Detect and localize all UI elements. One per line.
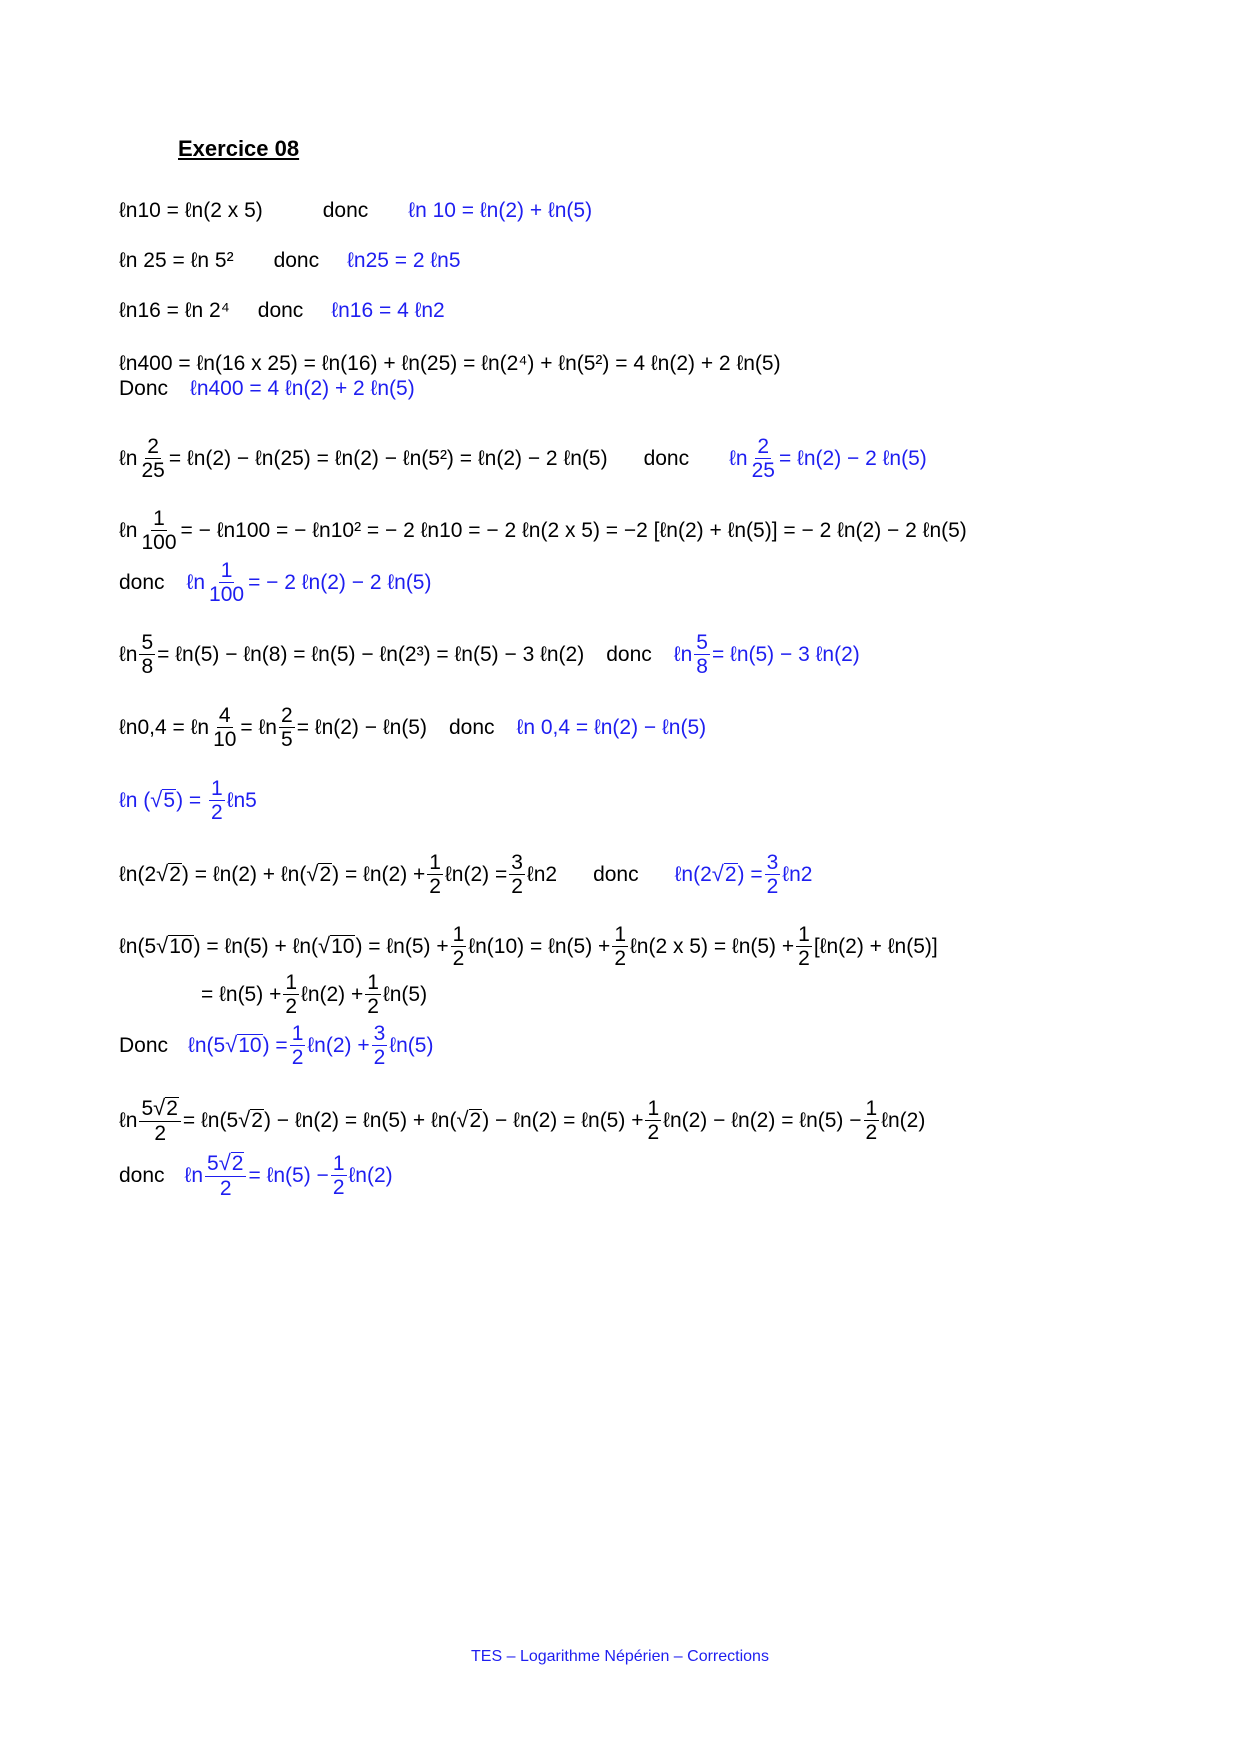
equation-line	[119, 632, 860, 677]
equation-line	[119, 1097, 925, 1144]
equation-text: ℓn10 = ℓn(2 x 5)	[119, 199, 263, 222]
equation-line	[119, 250, 461, 271]
square-root: √ 2	[156, 860, 181, 886]
equation-text: ℓn(5)	[382, 983, 428, 1006]
equation-text: Donc	[119, 1034, 169, 1057]
numerator: 1	[220, 559, 233, 582]
equation-text: ) = ℓn(2) + ℓn(	[181, 863, 307, 886]
equation-text: = ℓn(5) − ℓn(8) = ℓn(5) − ℓn(2³) = ℓn(5) − 3 ℓn(2)	[157, 643, 585, 666]
fraction	[211, 705, 238, 750]
numerator: 1	[647, 1097, 660, 1121]
fraction	[451, 924, 467, 969]
square-root: √ 2	[153, 1095, 178, 1120]
denominator: 25	[751, 459, 775, 482]
equation-line	[119, 778, 257, 823]
square-root: √ 10	[225, 1031, 262, 1057]
fraction	[139, 632, 155, 677]
numerator: 2	[147, 435, 159, 458]
fraction	[427, 852, 443, 897]
equation-text: ) =	[262, 1034, 288, 1057]
fraction	[864, 1098, 880, 1143]
fraction	[331, 1153, 347, 1198]
page-title: Exercice 08	[178, 136, 300, 161]
equation-text: ℓn	[184, 1164, 204, 1188]
equation-text: = ℓn(5) − 3 ℓn(2)	[711, 643, 860, 666]
equation-text: ℓn	[119, 643, 138, 666]
equation-text: ℓn	[119, 1109, 138, 1133]
equation-text: donc	[119, 1164, 165, 1188]
equation-text: ℓn(2	[119, 863, 157, 886]
denominator: 2	[211, 801, 223, 824]
fraction	[290, 1023, 306, 1068]
equation-text: donc	[322, 199, 369, 222]
equation-text: ) = ℓn(5) + ℓn(	[193, 935, 319, 958]
fraction	[645, 1098, 661, 1143]
equation-text: ℓn5	[226, 789, 257, 812]
denominator: 25	[141, 459, 165, 482]
numerator: 1	[452, 923, 465, 946]
equation-text: ℓn(2 x 5) = ℓn(5) +	[630, 935, 795, 958]
equation-text: ℓn16 = 4 ℓn2	[331, 299, 445, 322]
square-root: √ 2	[711, 860, 737, 886]
equation-text: ℓn(2)	[881, 1109, 926, 1133]
equation-text: ℓn(5)	[389, 1034, 434, 1057]
denominator: 2	[154, 1122, 167, 1146]
equation-text: donc	[119, 571, 165, 594]
numerator: 3	[511, 851, 523, 874]
equation-text: = ℓn	[240, 716, 277, 739]
denominator: 2	[219, 1177, 232, 1201]
fraction	[139, 1097, 180, 1144]
fraction	[765, 852, 781, 897]
equation-text: ℓn (	[119, 789, 151, 812]
fraction	[207, 560, 246, 605]
numerator: 1	[614, 923, 626, 946]
denominator: 2	[511, 875, 523, 898]
denominator: 8	[141, 655, 154, 678]
numerator: 1	[153, 507, 165, 530]
denominator: 8	[696, 655, 708, 678]
equation-text: ℓn	[729, 447, 748, 470]
equation-text: ℓn(5	[119, 935, 157, 958]
equation-line	[119, 705, 706, 750]
equation-text: donc	[257, 299, 304, 322]
equation-line	[119, 200, 592, 221]
fraction	[372, 1023, 388, 1068]
fraction	[283, 972, 299, 1017]
equation-text: ℓn25 = 2 ℓn5	[347, 249, 461, 272]
equation-line	[201, 972, 427, 1017]
equation-text: Donc	[119, 377, 169, 400]
fraction	[612, 924, 628, 969]
square-root: √ 2	[456, 1107, 482, 1132]
fraction	[365, 972, 381, 1017]
equation-text: = ℓn(5) −	[248, 1164, 329, 1188]
equation-text: ℓn(2) +	[301, 983, 364, 1006]
numerator: 5 √ 2	[139, 1097, 180, 1122]
equation-text: ℓn(2) =	[444, 863, 508, 886]
equation-text: = ℓn(2) − ℓn(25) = ℓn(2) − ℓn(5²) = ℓn(2) − 2 ℓn(5)	[168, 447, 608, 470]
equation-line	[119, 378, 415, 399]
numerator: 5 √ 2	[205, 1152, 246, 1177]
fraction	[139, 508, 178, 553]
numerator: 2	[757, 435, 770, 458]
equation-text: ℓn	[186, 571, 206, 594]
equation-line	[119, 1152, 393, 1199]
equation-text: = − ℓn100 = − ℓn10² = − 2 ℓn10 = − 2 ℓn(2 x 5) = −2 [ℓn(2) + ℓn(5)] = − 2 ℓn(2) − 2 ℓn(5)	[180, 519, 967, 542]
fraction	[750, 436, 777, 481]
equation-text: = ℓn(2) − 2 ℓn(5)	[778, 447, 927, 470]
equation-line	[119, 852, 812, 897]
numerator: 5	[696, 631, 708, 654]
denominator: 10	[213, 728, 237, 751]
denominator: 2	[452, 947, 465, 970]
equation-text: ℓn 0,4 = ℓn(2) − ℓn(5)	[516, 716, 707, 739]
numerator: 5	[141, 631, 154, 654]
equation-text: ℓn 10 = ℓn(2) + ℓn(5)	[408, 199, 593, 222]
denominator: 2	[647, 1121, 660, 1145]
square-root: √ 2	[306, 860, 332, 886]
denominator: 100	[141, 531, 177, 554]
equation-text: ℓn(10) = ℓn(5) +	[468, 935, 611, 958]
equation-text: ℓn2	[782, 863, 813, 886]
equation-text: ℓn(2) − ℓn(2) = ℓn(5) −	[663, 1109, 862, 1133]
equation-line	[119, 508, 967, 553]
numerator: 4	[218, 704, 231, 727]
fraction	[279, 705, 295, 750]
equation-line	[119, 436, 927, 481]
equation-text: ) − ℓn(2) = ℓn(5) +	[482, 1109, 644, 1133]
numerator: 1	[798, 923, 810, 946]
numerator: 1	[429, 851, 441, 874]
denominator: 2	[291, 1046, 304, 1069]
equation-text: ) = ℓn(5) +	[355, 935, 449, 958]
equation-text: ℓn	[673, 643, 693, 666]
equation-text: ℓn(2)	[348, 1164, 393, 1188]
equation-text: donc	[606, 643, 652, 666]
equation-text: ℓn0,4 = ℓn	[119, 716, 210, 739]
denominator: 2	[865, 1121, 878, 1145]
denominator: 2	[285, 995, 298, 1018]
numerator: 1	[865, 1097, 878, 1121]
denominator: 100	[209, 583, 245, 606]
equation-line	[119, 1023, 433, 1068]
equation-text: ) = ℓn(2) +	[332, 863, 426, 886]
equation-text: ℓn16 = ℓn 2⁴	[119, 299, 230, 322]
equation-text: donc	[273, 249, 320, 272]
equation-text: ℓn 25 = ℓn 5²	[119, 249, 234, 272]
equation-text: donc	[593, 863, 639, 886]
denominator: 2	[798, 947, 810, 970]
denominator: 5	[281, 728, 293, 751]
denominator: 2	[373, 1046, 386, 1069]
equation-text: = − 2 ℓn(2) − 2 ℓn(5)	[248, 571, 432, 594]
numerator: 1	[291, 1022, 304, 1045]
denominator: 2	[614, 947, 626, 970]
equation-text: ) − ℓn(2) = ℓn(5) + ℓn(	[263, 1109, 457, 1133]
numerator: 2	[281, 704, 293, 727]
fraction	[509, 852, 525, 897]
numerator: 1	[285, 971, 298, 994]
denominator: 2	[766, 875, 779, 898]
equation-line	[119, 560, 431, 605]
equation-text: ℓn400 = ℓn(16 x 25) = ℓn(16) + ℓn(25) = ℓn(2⁴) + ℓn(5²) = 4 ℓn(2) + 2 ℓn(5)	[119, 352, 781, 375]
numerator: 3	[766, 851, 779, 874]
equation-text: ℓn(5	[188, 1034, 226, 1057]
fraction	[205, 1152, 246, 1199]
equation-text: ) =	[737, 863, 763, 886]
numerator: 1	[211, 777, 223, 800]
denominator: 2	[367, 995, 379, 1018]
equation-text: [ℓn(2) + ℓn(5)]	[813, 935, 938, 958]
square-root: √ 10	[156, 932, 193, 958]
equation-text: ℓn(2	[674, 863, 712, 886]
equation-text: ℓn2	[526, 863, 558, 886]
numerator: 3	[373, 1022, 386, 1045]
equation-line	[119, 924, 938, 969]
denominator: 2	[429, 875, 441, 898]
numerator: 1	[332, 1152, 345, 1176]
equation-text: ℓn	[119, 447, 138, 470]
fraction	[209, 778, 225, 823]
denominator: 2	[332, 1176, 345, 1200]
equation-text: ℓn	[119, 519, 138, 542]
equation-line	[119, 300, 445, 321]
fraction	[139, 436, 166, 481]
equation-text: = ℓn(5	[182, 1109, 239, 1133]
square-root: √ 10	[318, 932, 355, 958]
fraction	[694, 632, 710, 677]
numerator: 1	[367, 971, 379, 994]
equation-line	[119, 353, 781, 374]
equation-text: ℓn400 = 4 ℓn(2) + 2 ℓn(5)	[190, 377, 415, 400]
equation-text: donc	[643, 447, 690, 470]
equation-text: = ℓn(5) +	[201, 983, 282, 1006]
equation-text: = ℓn(2) − ℓn(5)	[296, 716, 427, 739]
equation-text: donc	[448, 716, 495, 739]
equation-text: ) =	[176, 789, 207, 812]
square-root: √ 2	[218, 1150, 244, 1175]
equation-text: ℓn(2) +	[307, 1034, 370, 1057]
square-root: √ 5	[150, 786, 176, 812]
square-root: √ 2	[238, 1107, 263, 1132]
fraction	[796, 924, 812, 969]
page-footer: TES – Logarithme Népérien – Corrections	[471, 1648, 769, 1665]
